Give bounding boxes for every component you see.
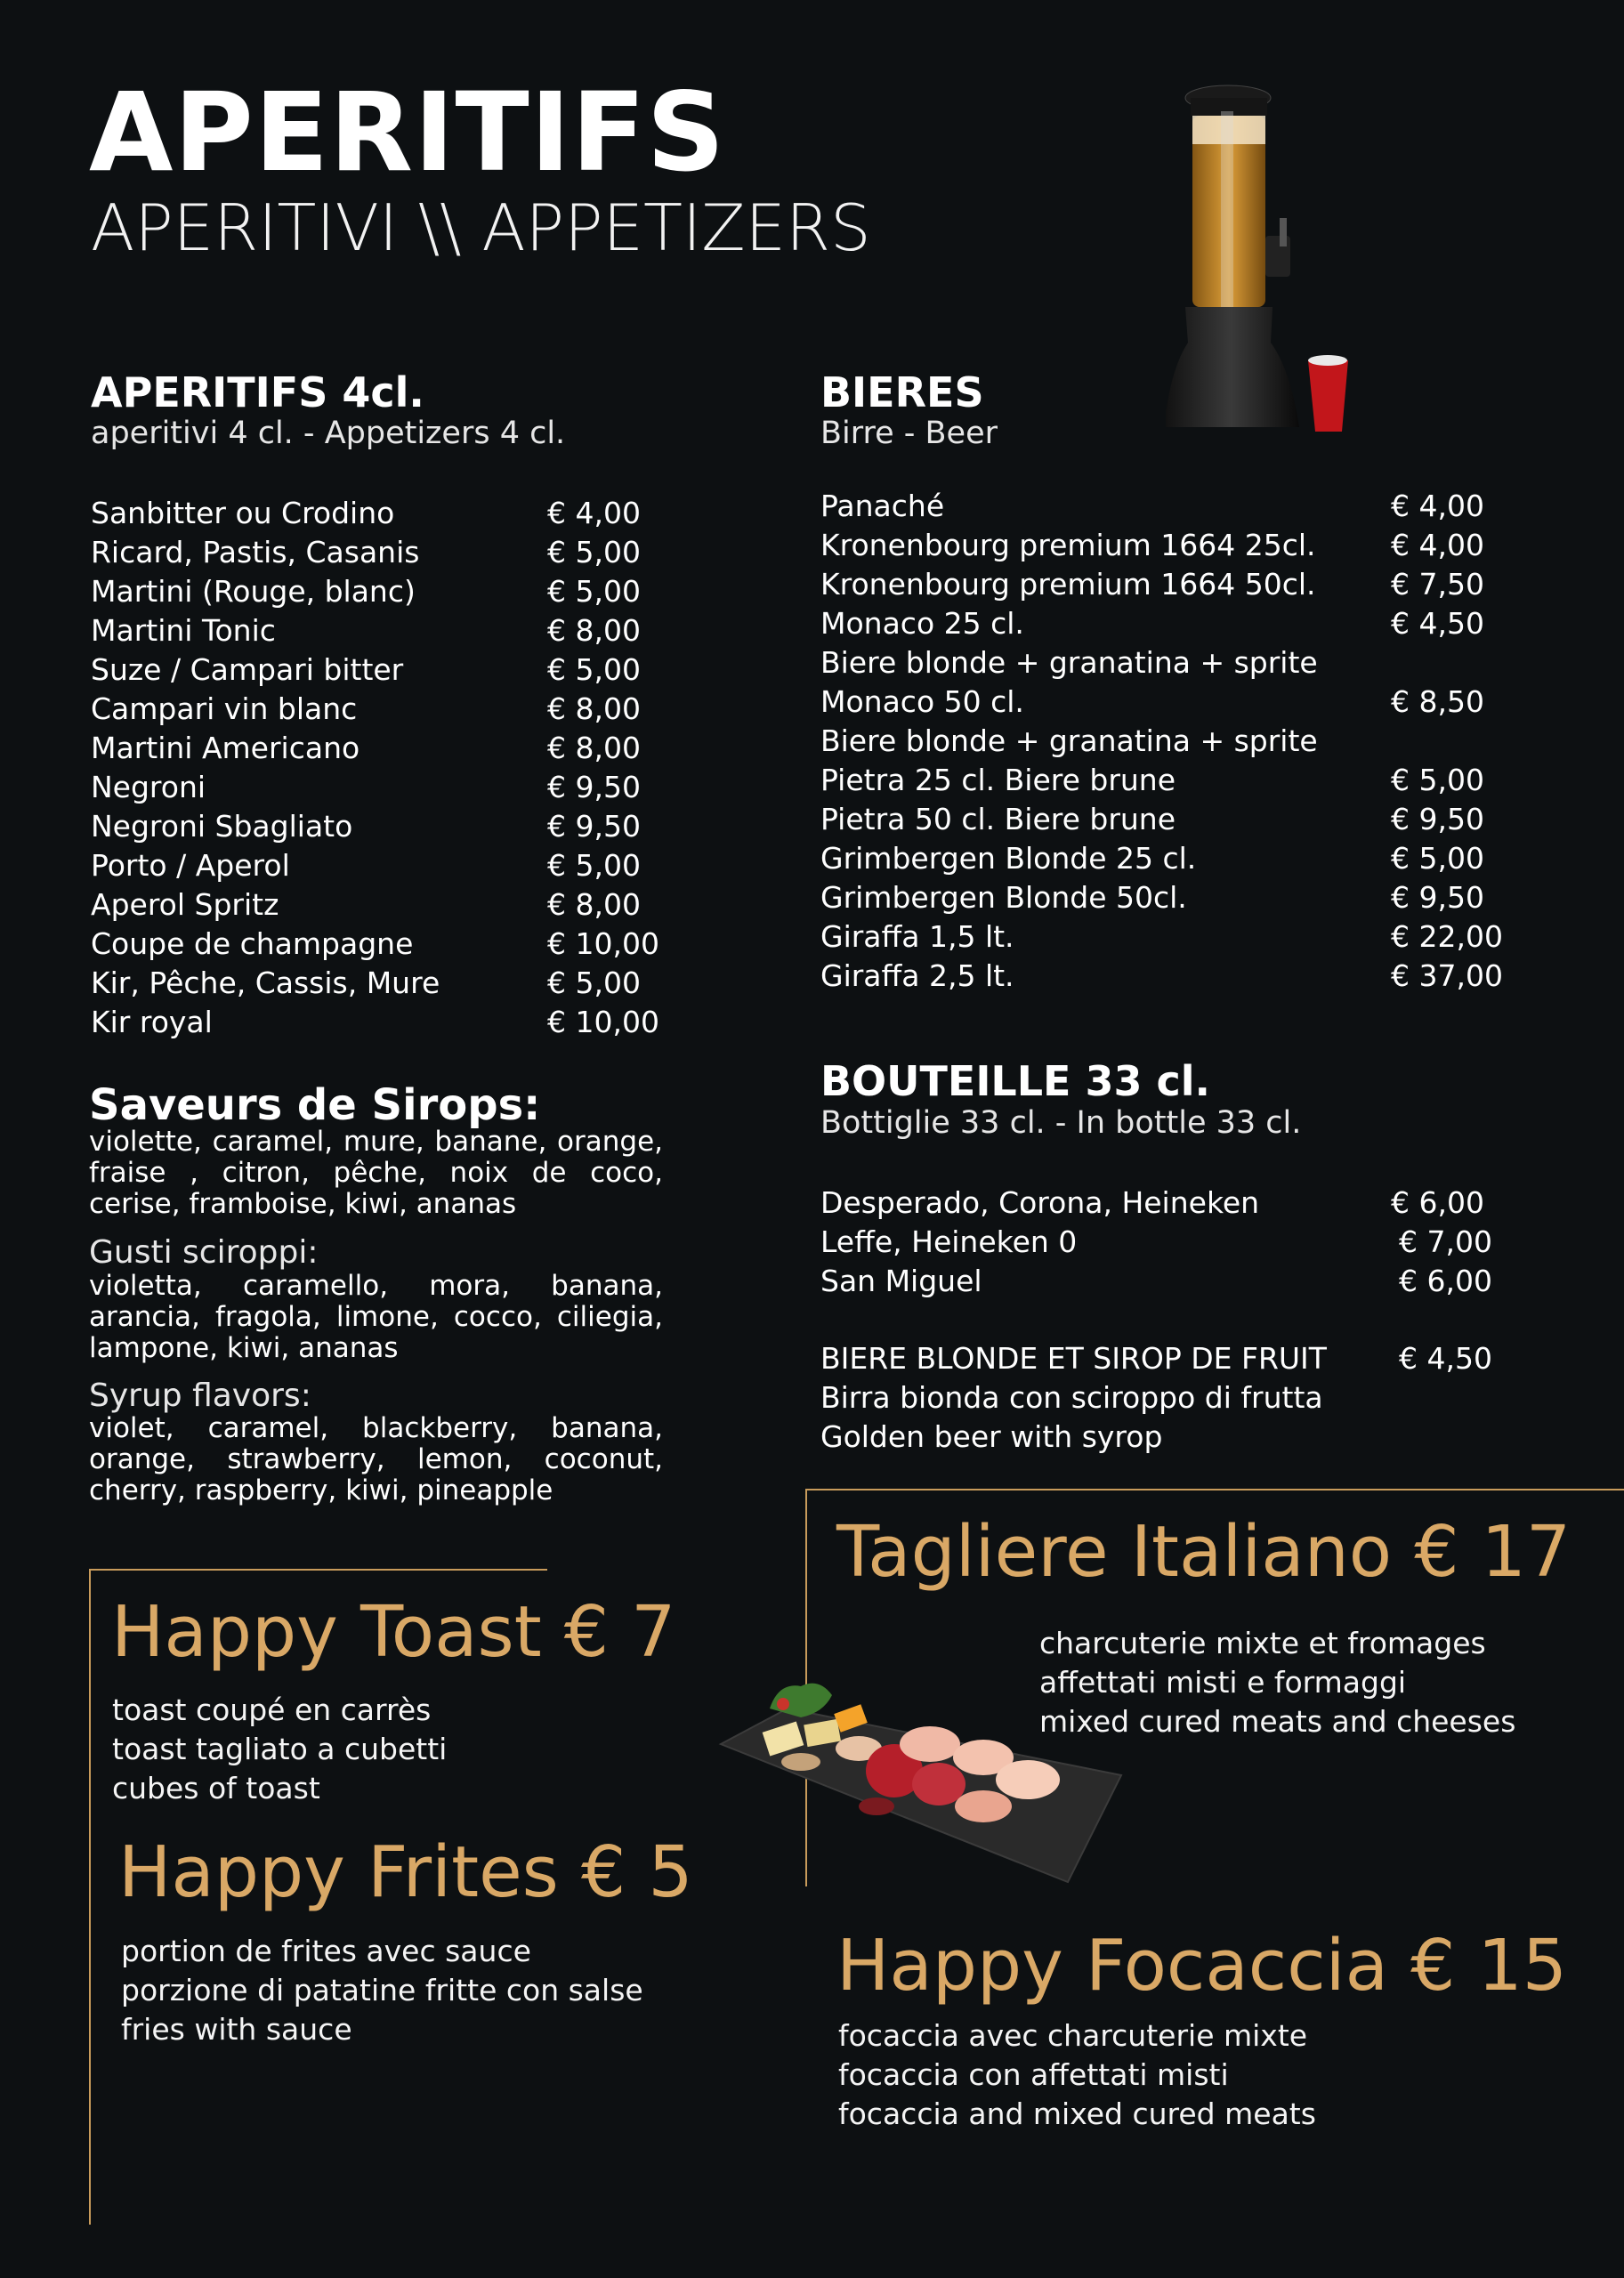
list-item	[91, 572, 678, 611]
sirops-en: violet, caramel, blackberry, banana, orange, strawberry, lemon, coconut, cherry, raspberry, kiwi, pineapple	[89, 1412, 663, 1507]
item-name: Desperado, Corona, Heineken	[820, 1185, 1260, 1220]
happy-toast-description	[112, 1691, 447, 1808]
item-price: € 10,00	[547, 1005, 659, 1039]
desc-line: fries with sauce	[121, 2012, 352, 2047]
list-item	[91, 1003, 678, 1042]
item-price: € 7,50	[1391, 567, 1484, 602]
item-price: € 5,00	[1391, 841, 1484, 876]
bouteille-list	[820, 1183, 1532, 1301]
item-name: Pietra 25 cl. Biere brune	[820, 763, 1176, 797]
sirops-en-label: Syrup flavors:	[89, 1377, 311, 1414]
sirops-it-label: Gusti sciroppi:	[89, 1234, 319, 1271]
list-item	[820, 917, 1532, 957]
list-item	[91, 846, 678, 885]
desc-line: porzione di patatine fritte con salse	[121, 1973, 643, 2007]
item-name: Negroni	[91, 770, 206, 804]
item-name: Campari vin blanc	[91, 691, 358, 726]
item-price: € 9,50	[547, 809, 641, 844]
beer-tower-image	[1166, 76, 1353, 449]
item-name: San Miguel	[820, 1264, 982, 1298]
list-item	[820, 839, 1532, 878]
charcuterie-board-image	[716, 1673, 1126, 1886]
desc-line: affettati misti e formaggi	[1039, 1665, 1407, 1700]
desc-line: charcuterie mixte et fromages	[1039, 1626, 1486, 1660]
tagliere-title: Tagliere Italiano € 17	[836, 1511, 1571, 1593]
item-name: Martini Americano	[91, 731, 360, 765]
happy-focaccia-description	[838, 2016, 1316, 2134]
item-name: Monaco 50 cl.	[820, 684, 1024, 719]
item-name: Leffe, Heineken 0	[820, 1224, 1078, 1259]
item-price: € 8,50	[1391, 684, 1484, 719]
page-title: APERITIFS	[89, 69, 726, 196]
list-item	[91, 690, 678, 729]
item-name: Grimbergen Blonde 50cl.	[820, 880, 1187, 915]
frame-line-right-top	[805, 1489, 1624, 1490]
list-item	[91, 964, 678, 1003]
list-item	[91, 533, 678, 572]
item-name: Coupe de champagne	[91, 926, 414, 961]
desc-line: focaccia con affettati misti	[838, 2057, 1229, 2092]
aperitifs-subheading: aperitivi 4 cl. - Appetizers 4 cl.	[91, 416, 566, 451]
desc-line: focaccia and mixed cured meats	[838, 2096, 1316, 2131]
item-name: Negroni Sbagliato	[91, 809, 353, 844]
special-it: Birra bionda con sciroppo di frutta	[820, 1380, 1323, 1415]
item-name: Kir royal	[91, 1005, 213, 1039]
list-item	[91, 650, 678, 690]
item-name: Panaché	[820, 489, 945, 523]
list-item	[820, 878, 1532, 917]
item-price: € 7,00	[1399, 1224, 1492, 1259]
item-name: Ricard, Pastis, Casanis	[91, 535, 420, 570]
bouteille-special	[820, 1339, 1532, 1457]
item-price: € 37,00	[1391, 958, 1503, 993]
item-price: € 5,00	[1391, 763, 1484, 797]
frame-line-left-top	[89, 1569, 547, 1571]
item-name: Biere blonde + granatina + sprite	[820, 723, 1318, 758]
sirops-heading: Saveurs de Sirops:	[89, 1080, 541, 1130]
item-price: € 5,00	[547, 535, 641, 570]
item-price: € 4,00	[1391, 528, 1484, 562]
happy-frites-title: Happy Frites € 5	[118, 1831, 693, 1913]
item-price: € 5,00	[547, 965, 641, 1000]
item-price: € 8,00	[547, 691, 641, 726]
list-item	[91, 494, 678, 533]
item-price: € 8,00	[547, 613, 641, 648]
list-item	[820, 526, 1532, 565]
list-item	[820, 1262, 1532, 1301]
desc-line: toast coupé en carrès	[112, 1692, 432, 1727]
list-item	[91, 729, 678, 768]
list-item	[820, 957, 1532, 996]
item-name: Kronenbourg premium 1664 50cl.	[820, 567, 1316, 602]
list-item	[820, 565, 1532, 604]
item-price: € 4,50	[1399, 1341, 1492, 1376]
item-price: € 9,50	[1391, 880, 1484, 915]
list-item	[91, 768, 678, 807]
list-item	[91, 611, 678, 650]
desc-line: mixed cured meats and cheeses	[1039, 1704, 1516, 1739]
item-name: BIERE BLONDE ET SIROP DE FRUIT	[820, 1341, 1327, 1376]
item-name: Kir, Pêche, Cassis, Mure	[91, 965, 440, 1000]
list-item	[820, 643, 1532, 683]
item-name: Giraffa 1,5 lt.	[820, 919, 1014, 954]
list-item	[91, 925, 678, 964]
item-name: Monaco 25 cl.	[820, 606, 1024, 641]
list-item	[91, 885, 678, 925]
happy-toast-title: Happy Toast € 7	[111, 1591, 676, 1673]
bieres-subheading: Birre - Beer	[820, 416, 998, 451]
item-name: Martini (Rouge, blanc)	[91, 574, 416, 609]
item-price: € 4,00	[547, 496, 641, 530]
item-price: € 4,50	[1391, 606, 1484, 641]
special-en: Golden beer with syrop	[820, 1419, 1163, 1454]
desc-line: cubes of toast	[112, 1771, 320, 1805]
bouteille-subheading: Bottiglie 33 cl. - In bottle 33 cl.	[820, 1105, 1302, 1141]
item-name: Sanbitter ou Crodino	[91, 496, 395, 530]
item-name: Porto / Aperol	[91, 848, 290, 883]
bieres-list	[820, 487, 1532, 996]
happy-frites-description	[121, 1932, 643, 2049]
page-subtitle: APERITIVI \\ APPETIZERS	[91, 190, 871, 265]
sirops-fr: violette, caramel, mure, banane, orange, fraise , citron, pêche, noix de coco, cerise, framboise, kiwi, ananas	[89, 1126, 663, 1220]
desc-line: focaccia avec charcuterie mixte	[838, 2018, 1308, 2053]
item-name: Aperol Spritz	[91, 887, 279, 922]
item-name: Pietra 50 cl. Biere brune	[820, 802, 1176, 836]
item-price: € 22,00	[1391, 919, 1503, 954]
list-item	[820, 800, 1532, 839]
happy-focaccia-title: Happy Focaccia € 15	[836, 1925, 1568, 2007]
item-price: € 8,00	[547, 731, 641, 765]
desc-line: portion de frites avec sauce	[121, 1934, 531, 1968]
item-name: Martini Tonic	[91, 613, 276, 648]
item-price: € 9,50	[1391, 802, 1484, 836]
list-item	[820, 1339, 1532, 1378]
list-item	[820, 487, 1532, 526]
item-name: Grimbergen Blonde 25 cl.	[820, 841, 1197, 876]
bieres-heading: BIERES	[820, 368, 984, 416]
list-item	[820, 683, 1532, 722]
bouteille-heading: BOUTEILLE 33 cl.	[820, 1057, 1211, 1105]
item-price: € 5,00	[547, 652, 641, 687]
list-item	[820, 722, 1532, 761]
list-item	[820, 1223, 1532, 1262]
item-price: € 5,00	[547, 848, 641, 883]
item-name: Suze / Campari bitter	[91, 652, 404, 687]
item-name: Kronenbourg premium 1664 25cl.	[820, 528, 1316, 562]
sirops-it: violetta, caramello, mora, banana, arancia, fragola, limone, cocco, ciliegia, lampone, kiwi, ananas	[89, 1270, 663, 1364]
list-item	[91, 807, 678, 846]
frame-line-left-side	[89, 1569, 91, 2225]
item-price: € 6,00	[1391, 1185, 1484, 1220]
item-price: € 4,00	[1391, 489, 1484, 523]
list-item	[820, 1183, 1532, 1223]
item-name: Biere blonde + granatina + sprite	[820, 645, 1318, 680]
aperitifs-heading: APERITIFS 4cl.	[91, 368, 424, 416]
item-name: Giraffa 2,5 lt.	[820, 958, 1014, 993]
list-item	[820, 761, 1532, 800]
desc-line: toast tagliato a cubetti	[112, 1732, 448, 1766]
item-price: € 9,50	[547, 770, 641, 804]
aperitifs-list	[91, 494, 678, 1042]
item-price: € 5,00	[547, 574, 641, 609]
item-price: € 8,00	[547, 887, 641, 922]
item-price: € 10,00	[547, 926, 659, 961]
list-item	[820, 604, 1532, 643]
item-price: € 6,00	[1399, 1264, 1492, 1298]
